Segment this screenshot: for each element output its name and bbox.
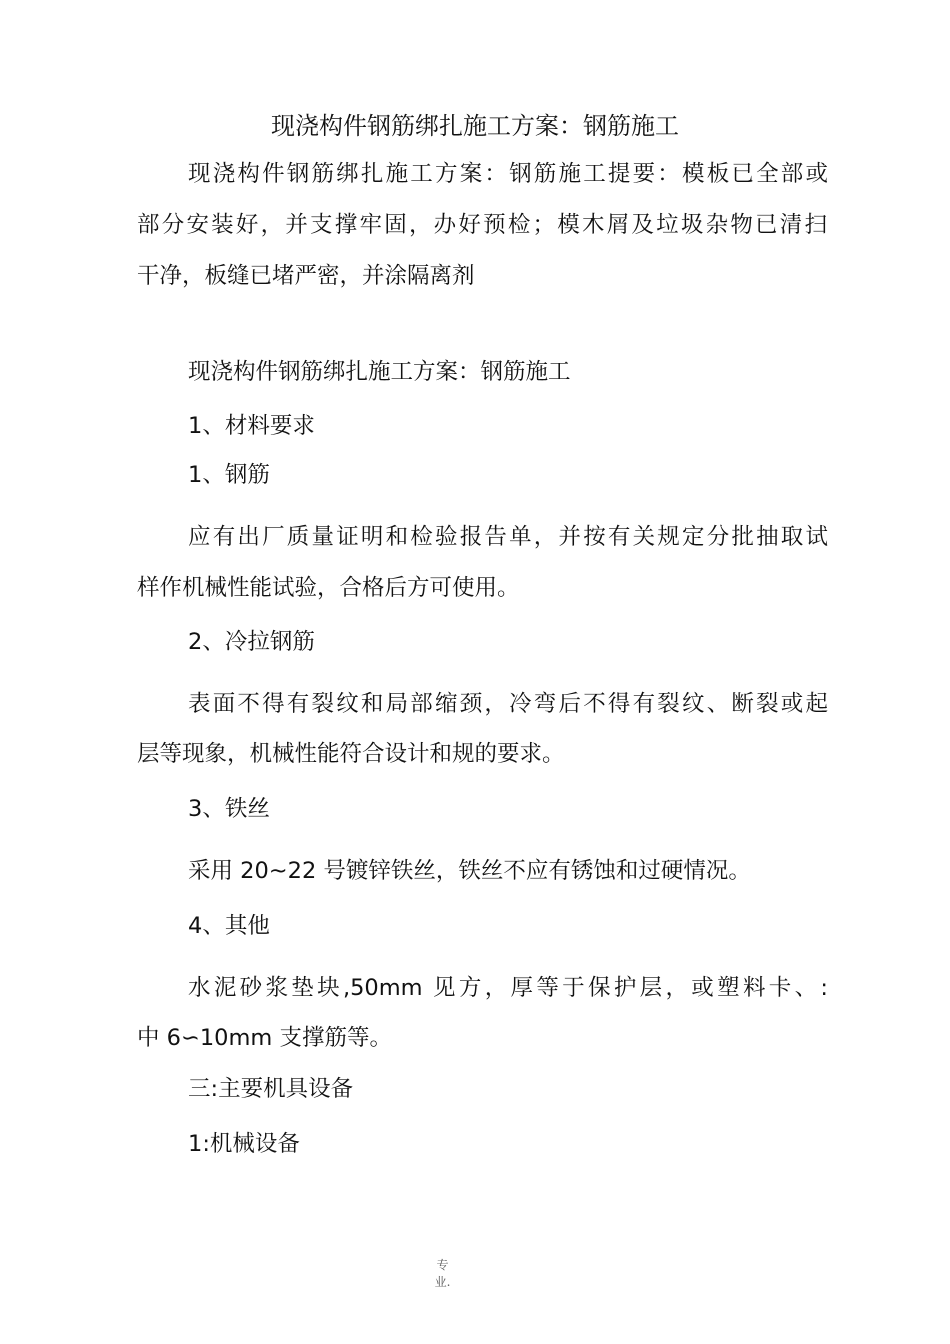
footer-line-1: 专 xyxy=(436,1258,449,1272)
summary-line-1: 现浇构件钢筋绑扎施工方案：钢筋施工提要：模板已全部或 xyxy=(188,161,828,187)
footer-line-2: 业. xyxy=(434,1275,451,1289)
steel-heading: 1、钢筋 xyxy=(188,462,270,488)
summary-line-2: 部分安装好，并支撑牢固，办好预检；模木屑及垃圾杂物已清扫 xyxy=(137,212,827,238)
machinery-heading: 1:机械设备 xyxy=(188,1131,300,1157)
steel-text-line-2: 样作机械性能试验，合格后方可使用。 xyxy=(137,575,520,601)
cold-drawn-text-line-2: 层等现象，机械性能符合设计和规的要求。 xyxy=(137,741,565,767)
wire-text: 采用 20~22 号镀锌铁丝，铁丝不应有锈蚀和过硬情况。 xyxy=(188,858,751,884)
other-text-line-2: 中 6∽10mm 支撑筋等。 xyxy=(137,1025,392,1051)
cold-drawn-heading: 2、冷拉钢筋 xyxy=(188,629,315,655)
section-subtitle: 现浇构件钢筋绑扎施工方案：钢筋施工 xyxy=(188,359,571,385)
cold-drawn-text-line-1: 表面不得有裂纹和局部缩颈，冷弯后不得有裂纹、断裂或起 xyxy=(188,691,828,717)
other-text-line-1: 水泥砂浆垫块,50mm 见方，厚等于保护层，或塑料卡、: xyxy=(188,975,828,1001)
equipment-heading: 三:主要机具设备 xyxy=(188,1076,354,1102)
summary-line-3: 干净，板缝已堵严密，并涂隔离剂 xyxy=(137,263,475,289)
wire-heading: 3、铁丝 xyxy=(188,796,270,822)
materials-heading: 1、材料要求 xyxy=(188,413,315,439)
document-title: 现浇构件钢筋绑扎施工方案：钢筋施工 xyxy=(271,112,679,140)
other-heading: 4、其他 xyxy=(188,913,270,939)
steel-text-line-1: 应有出厂质量证明和检验报告单，并按有关规定分批抽取试 xyxy=(188,524,828,550)
